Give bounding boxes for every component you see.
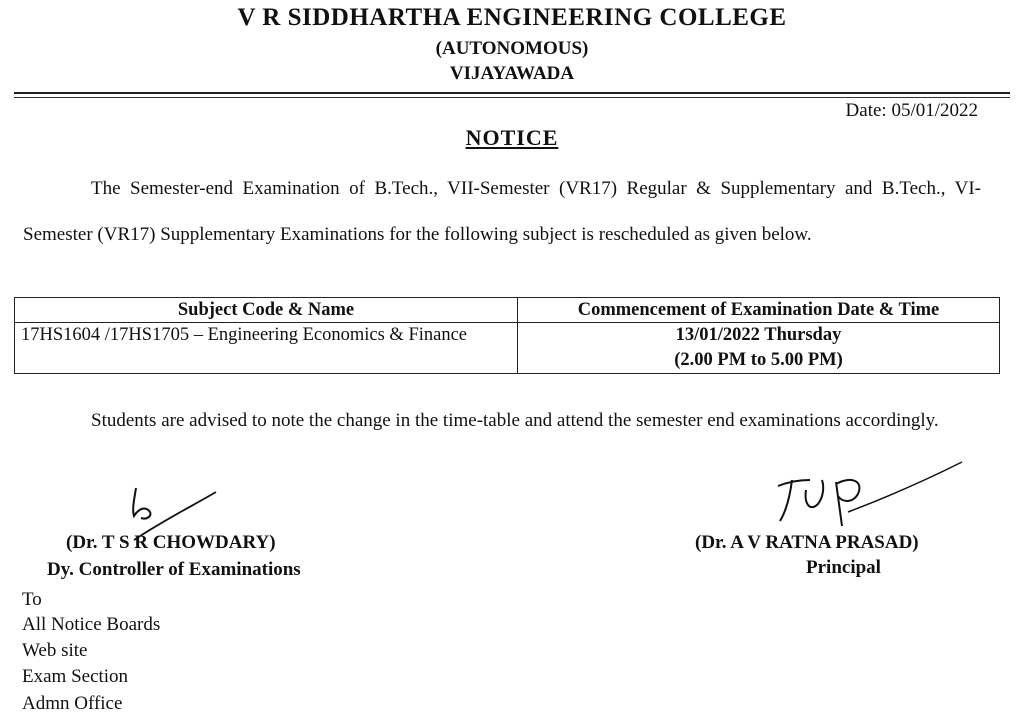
autonomous-label: (AUTONOMOUS) — [435, 38, 589, 59]
principal-signature — [740, 456, 970, 536]
header-datetime: Commencement of Examination Date & Time — [518, 298, 1000, 323]
header-subject: Subject Code & Name — [15, 298, 518, 323]
distribution-item: Web site — [22, 640, 88, 661]
advice-paragraph: Students are advised to note the change in the time-table and attend the semester end examinations accordingly. — [91, 410, 939, 431]
notice-title: NOTICE — [465, 125, 559, 150]
notice-paragraph: The Semester-end Examination of B.Tech., VII-Semester (VR17) Regular & Supplementary and B.Tech., VI-Semester (VR17) Supplementary Examinations for the following subject is rescheduled as given below. — [23, 178, 981, 245]
exam-time: (2.00 PM to 5.00 PM) — [674, 350, 843, 370]
distribution-to: To — [22, 589, 42, 610]
distribution-item: Admn Office — [22, 693, 123, 714]
distribution-item: Exam Section — [22, 666, 129, 687]
table-header-row — [15, 298, 1000, 323]
table-row — [15, 323, 1000, 374]
cell-datetime — [518, 323, 1000, 374]
college-name: V R SIDDHARTHA ENGINEERING COLLEGE — [237, 4, 787, 31]
principal-title: Principal — [806, 557, 881, 578]
header-rule — [14, 92, 1010, 94]
distribution-item: All Notice Boards — [22, 614, 161, 635]
exam-date: 13/01/2022 Thursday — [675, 325, 842, 345]
cell-subject: 17HS1604 /17HS1705 – Engineering Economics & Finance — [15, 323, 518, 374]
header-rule-thin — [14, 97, 1010, 98]
exam-schedule-table — [14, 297, 1000, 374]
notice-date: Date: 05/01/2022 — [845, 100, 978, 121]
college-city: VIJAYAWADA — [449, 63, 575, 84]
controller-title: Dy. Controller of Examinations — [47, 559, 301, 580]
principal-name: (Dr. A V RATNA PRASAD) — [695, 532, 919, 553]
controller-name: (Dr. T S R CHOWDARY) — [66, 532, 276, 553]
